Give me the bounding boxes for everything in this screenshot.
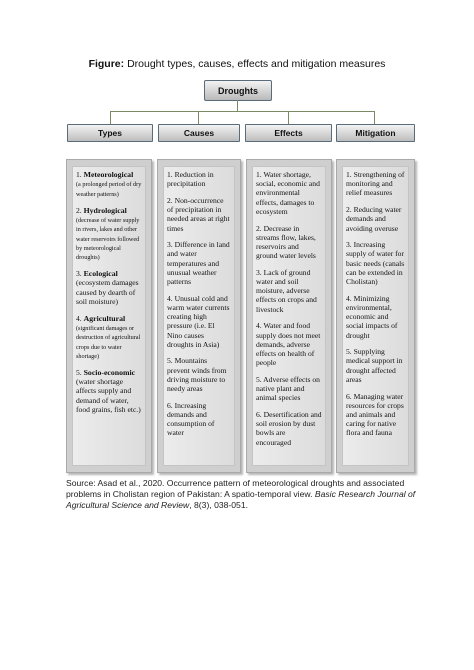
panel-effects-content <box>252 166 326 466</box>
category-types: Types <box>67 124 153 142</box>
panel-mitigation <box>336 159 415 473</box>
mitigation-item-5: 5. Supplying medical support in drought affected areas <box>346 347 403 384</box>
types-item-2: 2. Hydrological (decrease of water supply in rivers, lakes and other water reservoirs followed by meteorological droughts) <box>76 205 140 262</box>
types-item-3: 3. Ecological (ecosystem damages caused by dearth of soil moisture) <box>76 269 139 306</box>
caption-tail: , 8(3), 038-051. <box>189 500 249 510</box>
category-effects: Effects <box>245 124 332 142</box>
mitigation-item-6: 6. Managing water resources for crops and animals and caring for native flora and fauna <box>346 391 404 438</box>
category-causes: Causes <box>158 124 240 142</box>
connector-types <box>110 111 111 124</box>
causes-item-3: 3. Difference in land and water temperatures and unusual weather patterns <box>167 240 230 287</box>
effects-item-2: 2. Decrease in streams flow, lakes, reservoirs and ground water levels <box>256 223 316 261</box>
mitigation-item-1: 1. Strengthening of monitoring and relief measures <box>346 170 405 198</box>
caption-journal: Basic Research Journal of Agricultural Science and Review <box>66 489 416 510</box>
mitigation-item-4: 4. Minimizing environmental, economic and social impacts of drought <box>346 293 398 340</box>
category-mitigation: Mitigation <box>336 124 415 142</box>
panel-causes-content <box>163 166 235 466</box>
panel-types-content <box>72 166 146 466</box>
types-item-4: 4. Agricultural (significant damages or destruction of agricultural crops due to water shortage) <box>76 313 141 360</box>
types-item-5: 5. Socio-economic (water shortage affects supply and demand of water, food grains, fish etc.) <box>76 367 141 414</box>
connector-horizontal <box>110 111 374 112</box>
mitigation-item-3: 3. Increasing supply of water for basic needs (canals can be extended in Cholistan) <box>346 240 405 287</box>
root-node-droughts: Droughts <box>204 80 272 101</box>
connector-mitigation <box>374 111 375 124</box>
types-item-1: 1. Meteorological (a prolonged period of dry weather patterns) <box>76 170 142 198</box>
figure-title-text: Drought types, causes, effects and mitigation measures <box>124 58 386 70</box>
causes-item-6: 6. Increasing demands and consumption of water <box>167 400 215 438</box>
effects-item-6: 6. Desertification and soil erosion by dust bowls are encouraged <box>256 409 322 447</box>
source-caption <box>66 478 420 511</box>
mitigation-item-2: 2. Reducing water demands and avoiding overuse <box>346 205 402 233</box>
effects-item-4: 4. Water and food supply does not meet demands, adverse effects on health of people <box>256 321 321 368</box>
connector-causes <box>198 111 199 124</box>
panel-types <box>66 159 152 473</box>
caption-text: Source: Asad et al., 2020. Occurrence pattern of meteorological droughts and associated problems in Cholistan region of Pakistan: A spatio-temporal view. <box>66 478 405 499</box>
figure-title-prefix: Figure: <box>88 58 125 70</box>
connector-effects <box>288 111 289 124</box>
figure-title <box>0 58 474 70</box>
causes-item-4: 4. Unusual cold and warm water currents creating high pressure (i.e. El Nino causes droughts in Asia) <box>167 293 230 349</box>
effects-item-3: 3. Lack of ground water and soil moisture, adverse effects on crops and livestock <box>256 267 317 314</box>
panel-mitigation-content <box>342 166 409 466</box>
causes-item-2: 2. Non-occurrence of precipitation in needed areas at right times <box>167 195 230 233</box>
effects-item-5: 5. Adverse effects on native plant and animal species <box>256 374 320 403</box>
connector-root-down <box>237 100 238 111</box>
panel-causes <box>157 159 241 473</box>
causes-item-1: 1. Reduction in precipitation <box>167 170 214 189</box>
panel-effects <box>246 159 332 473</box>
effects-item-1: 1. Water shortage, social, economic and environmental effects, damages to ecosystem <box>256 170 320 216</box>
causes-item-5: 5. Mountains prevent winds from driving moisture to needy areas <box>167 356 227 394</box>
